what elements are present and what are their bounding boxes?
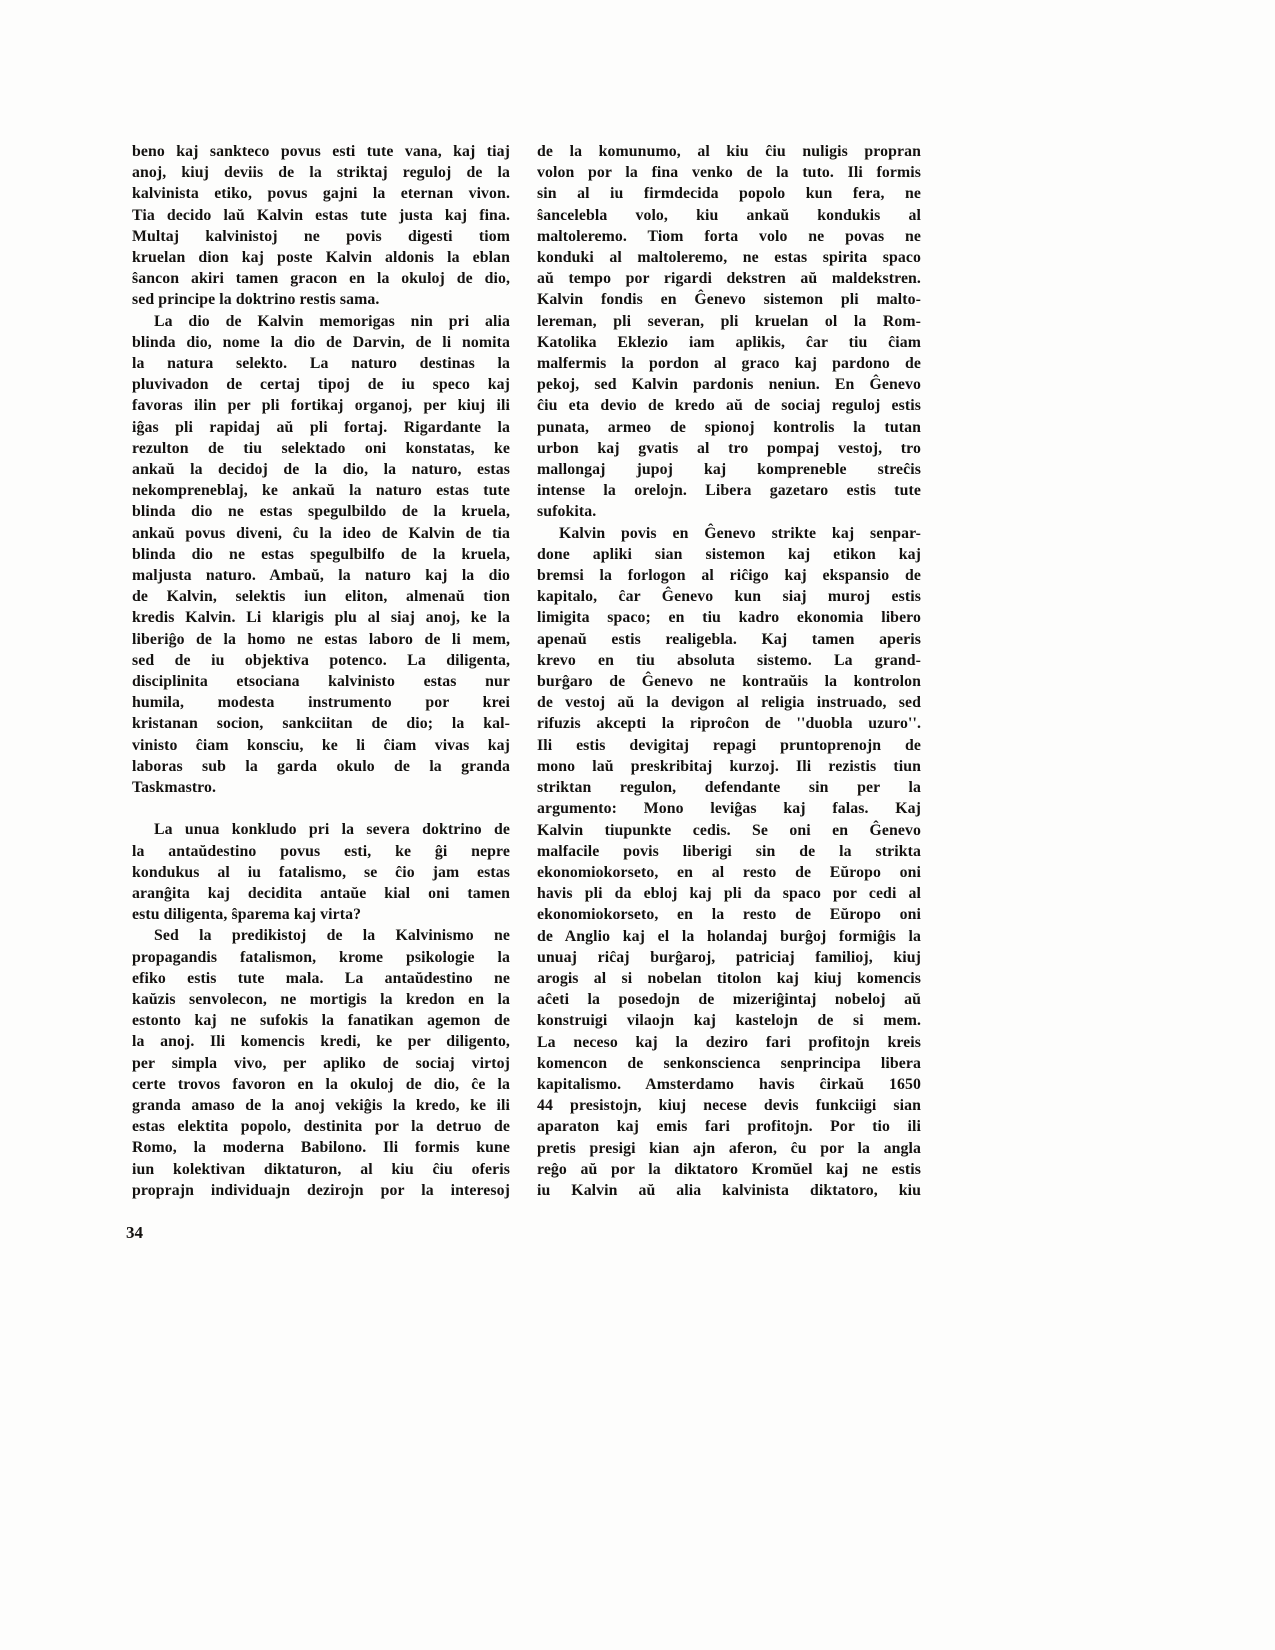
- text-line: unuaj riĉaj burĝaroj, patriciaj familioj, kiuj: [537, 948, 921, 966]
- text-line: humila, modesta instrumento por krei: [132, 694, 510, 712]
- text-line: sufokita.: [537, 503, 597, 521]
- paragraph: [537, 523, 921, 1202]
- text-line: lereman, pli severan, pli kruelan ol la Rom-: [537, 312, 921, 330]
- text-line: iun kolektivan diktaturon, al kiu ĉiu oferis: [132, 1160, 510, 1178]
- text-line: kalvinista etiko, povus gajni la eternan vivon.: [132, 185, 510, 203]
- text-line: kondukus al iu fatalismo, se ĉio jam estas: [132, 863, 510, 881]
- text-line: mono laŭ preskribitaj kurzoj. Ili rezistis tiun: [537, 757, 921, 775]
- text-line: pluvivadon de certaj tipoj de iu speco kaj: [132, 376, 510, 394]
- text-line: kristanan socion, sankciitan de dio; la kal-: [132, 715, 510, 733]
- text-line: aŭ tempo por rigardi dekstren aŭ maldekstren.: [537, 270, 921, 288]
- text-line: Kalvin fondis en Ĝenevo sistemon pli malto-: [537, 291, 921, 309]
- text-line: blinda dio ne estas spegulbilfo de la kruela,: [132, 545, 510, 563]
- text-line: rezulton de tiu selektado oni konstatas, ke: [132, 439, 510, 457]
- text-line: la antaŭdestino povus esti, ke ĝi nepre: [132, 842, 510, 860]
- text-line: arogis al si nobelan titolon kaj kiuj komencis: [537, 969, 921, 987]
- text-line: havis pli da ebloj kaj pli da spaco por cedi al: [537, 885, 921, 903]
- text-line: disciplinita etsociana kalvinisto estas nur: [132, 673, 510, 691]
- text-line: nekompreneblaj, ke ankaŭ la naturo estas tute: [132, 482, 510, 500]
- paragraph: [537, 141, 921, 523]
- text-line: Kalvin povis en Ĝenevo strikte kaj senpar-: [559, 524, 921, 542]
- text-line: punata, armeo de spionoj kontrolis la tutan: [537, 418, 921, 436]
- text-line: ekonomiokorseto, en al resto de Eŭropo oni: [537, 863, 921, 881]
- text-line: argumento: Mono leviĝas kaj falas. Kaj: [537, 800, 921, 818]
- text-line: ŝancelebla volo, kiu ankaŭ kondukis al: [537, 206, 921, 224]
- text-line: rifuzis akcepti la riproĉon de ''duobla uzuro''.: [537, 715, 921, 733]
- text-line: iĝas pli rapidaj aŭ pli fortaj. Rigardante la: [132, 418, 510, 436]
- text-line: Romo, la moderna Babilono. Ili formis kune: [132, 1139, 510, 1157]
- text-line: de la komunumo, al kiu ĉiu nuligis propran: [537, 143, 921, 160]
- text-line: de Anglio kaj el la holandaj burĝoj formiĝis la: [537, 927, 921, 945]
- text-line: malfermis la pordon al graco kaj pardono de: [537, 355, 921, 373]
- text-line: Multaj kalvinistoj ne povis digesti tiom: [132, 227, 510, 245]
- text-line: vinisto ĉiam konsciu, ke li ĉiam vivas kaj: [132, 736, 510, 754]
- text-column-left: [132, 141, 510, 1201]
- text-line: Tia decido laŭ Kalvin estas tute justa kaj fina.: [132, 206, 510, 224]
- text-line: kruelan dion kaj poste Kalvin aldonis la eblan: [132, 249, 510, 267]
- page-number: 34: [126, 1223, 143, 1242]
- text-line: Taskmastro.: [132, 779, 217, 797]
- text-line: propagandis fatalismon, krome psikologie la: [132, 948, 510, 966]
- text-line: pretis presigi kian ajn aferon, ĉu por la angla: [537, 1139, 921, 1157]
- text-line: sed de iu objektiva potenco. La diligenta,: [132, 651, 510, 669]
- text-line: estonto kaj ne sufokis la fanatikan agemon de: [132, 1012, 510, 1030]
- text-line: pekoj, sed Kalvin pardonis neniun. En Ĝenevo: [537, 376, 921, 394]
- text-line: La neceso kaj la deziro fari profitojn kreis: [537, 1033, 921, 1051]
- text-line: aĉeti la posedojn de mizeriĝintaj nobeloj aŭ: [537, 991, 921, 1009]
- text-line: La dio de Kalvin memorigas nin pri alia: [154, 312, 510, 330]
- text-line: estas elektita popolo, destinita por la detruo de: [132, 1118, 510, 1136]
- text-line: Kalvin tiupunkte cedis. Se oni en Ĝenevo: [537, 821, 921, 839]
- text-line: limigita spaco; en tiu kadro ekonomia libero: [537, 609, 921, 627]
- text-line: krevo en tiu absoluta sistemo. La grand-: [537, 651, 921, 669]
- text-line: beno kaj sankteco povus esti tute vana, kaj tiaj: [132, 143, 510, 160]
- text-line: laboras sub la garda okulo de la granda: [132, 757, 510, 775]
- text-line: sed principe la doktrino restis sama.: [132, 291, 380, 309]
- text-line: maljusta naturo. Ambaŭ, la naturo kaj la dio: [132, 567, 510, 585]
- text-line: urbon kaj gvatis al tro pompaj vestoj, tro: [537, 439, 921, 457]
- text-line: sin al iu firmdecida popolo kun fera, ne: [537, 185, 921, 203]
- text-line: iu Kalvin aŭ alia kalvinista diktatoro, kiu: [537, 1181, 921, 1199]
- text-line: konduki al maltoleremo, ne estas spirita spaco: [537, 249, 921, 267]
- paragraph: [132, 141, 510, 311]
- text-line: konstruigi vilaojn kaj kastelojn de si mem.: [537, 1012, 921, 1030]
- text-line: granda amaso de la anoj vekiĝis la kredo, ke ili: [132, 1096, 510, 1114]
- text-line: reĝo aŭ por la diktatoro Kromŭel kaj ne estis: [537, 1160, 921, 1178]
- text-line: efiko estis tute mala. La antaŭdestino ne: [132, 969, 510, 987]
- text-line: ĉiu eta devio de kredo aŭ de sociaj reguloj estis: [537, 397, 921, 415]
- text-line: maltoleremo. Tiom forta volo ne povas ne: [537, 227, 921, 245]
- text-line: favoras ilin per pli fortikaj organoj, per kiuj ili: [132, 397, 510, 415]
- text-line: striktan regulon, defendante sin per la: [537, 779, 921, 797]
- text-line: burĝaro de Ĝenevo ne kontraŭis la kontrolon: [537, 673, 921, 691]
- text-line: estu diligenta, ŝparema kaj virta?: [132, 906, 362, 924]
- text-line: kapitalo, ĉar Ĝenevo kun siaj muroj estis: [537, 588, 921, 606]
- text-line: aparaton kaj emis fari profitojn. Por tio ili: [537, 1118, 921, 1136]
- paragraph: [132, 925, 510, 1201]
- text-columns: [132, 141, 921, 1201]
- text-line: La unua konkludo pri la severa doktrino de: [154, 821, 510, 839]
- text-line: kapitalismo. Amsterdamo havis ĉirkaŭ 1650: [537, 1075, 921, 1093]
- text-line: de vestoj aŭ la devigon al religia instruado, sed: [537, 694, 921, 712]
- text-line: done apliki sian sistemon kaj etikon kaj: [537, 545, 921, 563]
- text-line: ankaŭ povus diveni, ĉu la ideo de Kalvin de tia: [132, 524, 510, 542]
- text-line: certe trovos favoron en la okuloj de dio, ĉe la: [132, 1075, 510, 1093]
- text-line: mallongaj jupoj kaj kompreneble streĉis: [537, 461, 921, 479]
- text-line: per simpla vivo, per apliko de sociaj virtoj: [132, 1054, 510, 1072]
- text-line: kredis Kalvin. Li klarigis plu al siaj anoj, ke la: [132, 609, 510, 627]
- text-line: blinda dio ne estas spegulbildo de la kruela,: [132, 503, 510, 521]
- text-line: ekonomiokorseto, en la resto de Eŭropo oni: [537, 906, 921, 924]
- text-line: aranĝita kaj decidita antaŭe kial oni tamen: [132, 884, 510, 902]
- text-line: Katolika Eklezio iam aplikis, ĉar tiu ĉiam: [537, 333, 921, 351]
- text-line: kaŭzis senvolecon, ne mortigis la kredon en la: [132, 990, 510, 1008]
- text-line: la natura selekto. La naturo destinas la: [132, 355, 510, 373]
- text-line: proprajn individuajn dezirojn por la interesoj: [132, 1181, 510, 1199]
- text-line: ankaŭ la decidoj de la dio, la naturo, estas: [132, 461, 510, 479]
- text-line: 44 presistojn, kiuj necese devis funkciigi sian: [537, 1097, 921, 1115]
- text-line: apenaŭ estis realigebla. Kaj tamen aperis: [537, 630, 921, 648]
- text-line: volon por la fina venko de la tuto. Ili formis: [537, 164, 921, 182]
- text-line: ŝancon akiri tamen gracon en la okuloj de dio,: [132, 270, 510, 288]
- paragraph: [132, 311, 510, 799]
- text-line: liberiĝo de la homo ne estas laboro de li mem,: [132, 630, 510, 648]
- text-column-right: [537, 141, 921, 1201]
- text-line: de Kalvin, selektis iun eliton, almenaŭ tion: [132, 588, 510, 606]
- text-line: Ili estis devigitaj repagi pruntoprenojn de: [537, 736, 921, 754]
- text-line: intense la orelojn. Libera gazetaro estis tute: [537, 482, 921, 500]
- text-line: komencon de senkonscienca senprincipa libera: [537, 1054, 921, 1072]
- text-line: bremsi la forlogon al riĉigo kaj ekspansio de: [537, 567, 921, 585]
- text-line: Sed la predikistoj de la Kalvinismo ne: [154, 927, 510, 945]
- text-line: anoj, kiuj deviis de la striktaj reguloj de la: [132, 164, 510, 182]
- text-line: la anoj. Ili komencis kredi, ke per diligento,: [132, 1033, 510, 1051]
- paragraph: [132, 819, 510, 925]
- text-line: malfacile povis liberigi sin de la strikta: [537, 842, 921, 860]
- text-line: blinda dio, nome la dio de Darvin, de li nomita: [132, 333, 510, 351]
